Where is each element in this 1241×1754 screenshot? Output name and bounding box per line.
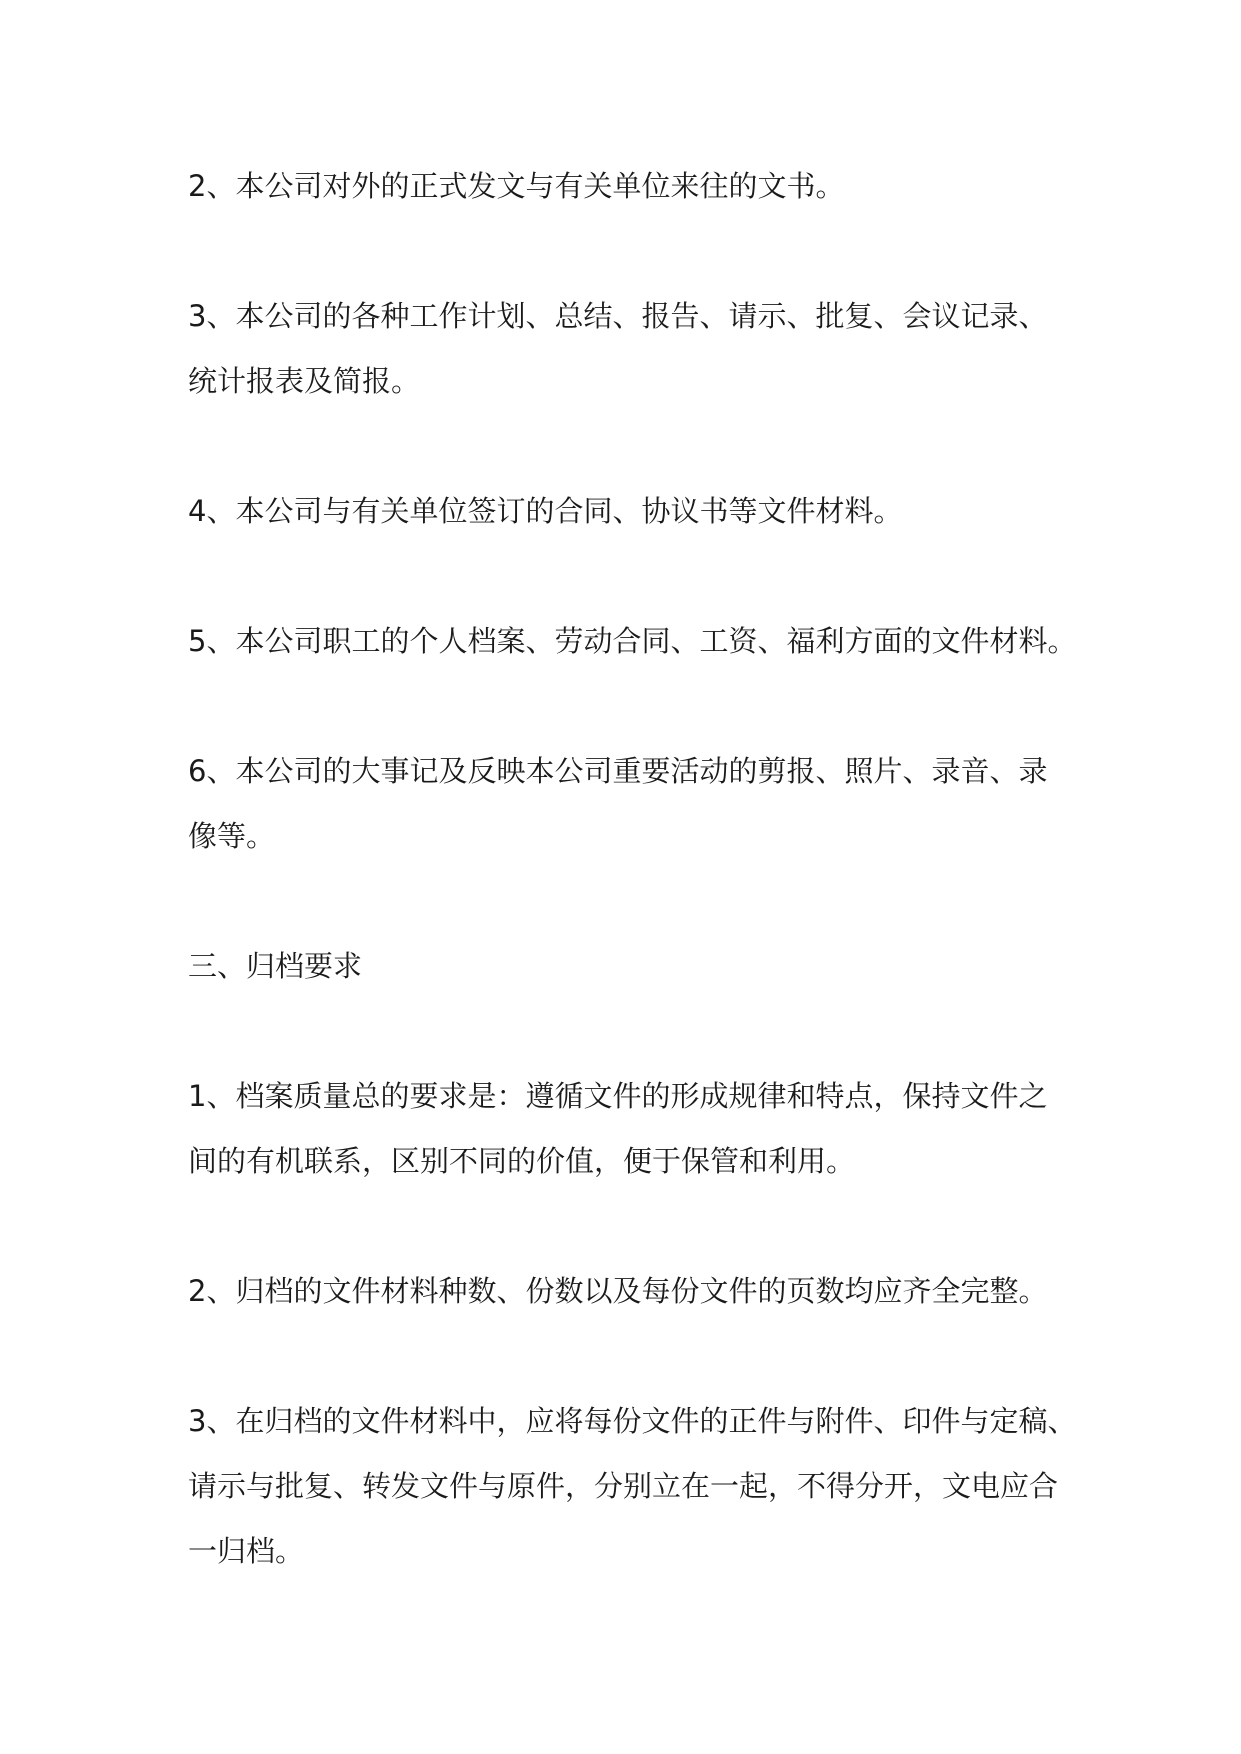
requirement-item-1: 1、档案质量总的要求是：遵循文件的形成规律和特点，保持文件之	[188, 1079, 1048, 1113]
list-item-6-continuation: 像等。	[188, 819, 276, 853]
requirement-item-1-continuation: 间的有机联系，区别不同的价值，便于保管和利用。	[188, 1144, 856, 1178]
requirement-item-3-continuation: 请示与批复、转发文件与原件，分别立在一起，不得分开，文电应合	[188, 1469, 1059, 1503]
requirement-item-2: 2、归档的文件材料种数、份数以及每份文件的页数均应齐全完整。	[188, 1274, 1048, 1308]
list-item-4: 4、本公司与有关单位签订的合同、协议书等文件材料。	[188, 494, 903, 528]
list-item-3-continuation: 统计报表及简报。	[188, 364, 421, 398]
list-item-5: 5、本公司职工的个人档案、劳动合同、工资、福利方面的文件材料。	[188, 624, 1077, 658]
section-heading: 三、归档要求	[188, 949, 363, 983]
list-item-2: 2、本公司对外的正式发文与有关单位来往的文书。	[188, 169, 845, 203]
list-item-3: 3、本公司的各种工作计划、总结、报告、请示、批复、会议记录、	[188, 299, 1048, 333]
list-item-6: 6、本公司的大事记及反映本公司重要活动的剪报、照片、录音、录	[188, 754, 1048, 788]
requirement-item-3: 3、在归档的文件材料中，应将每份文件的正件与附件、印件与定稿、	[188, 1404, 1077, 1438]
requirement-item-3-continuation-2: 一归档。	[188, 1534, 305, 1568]
